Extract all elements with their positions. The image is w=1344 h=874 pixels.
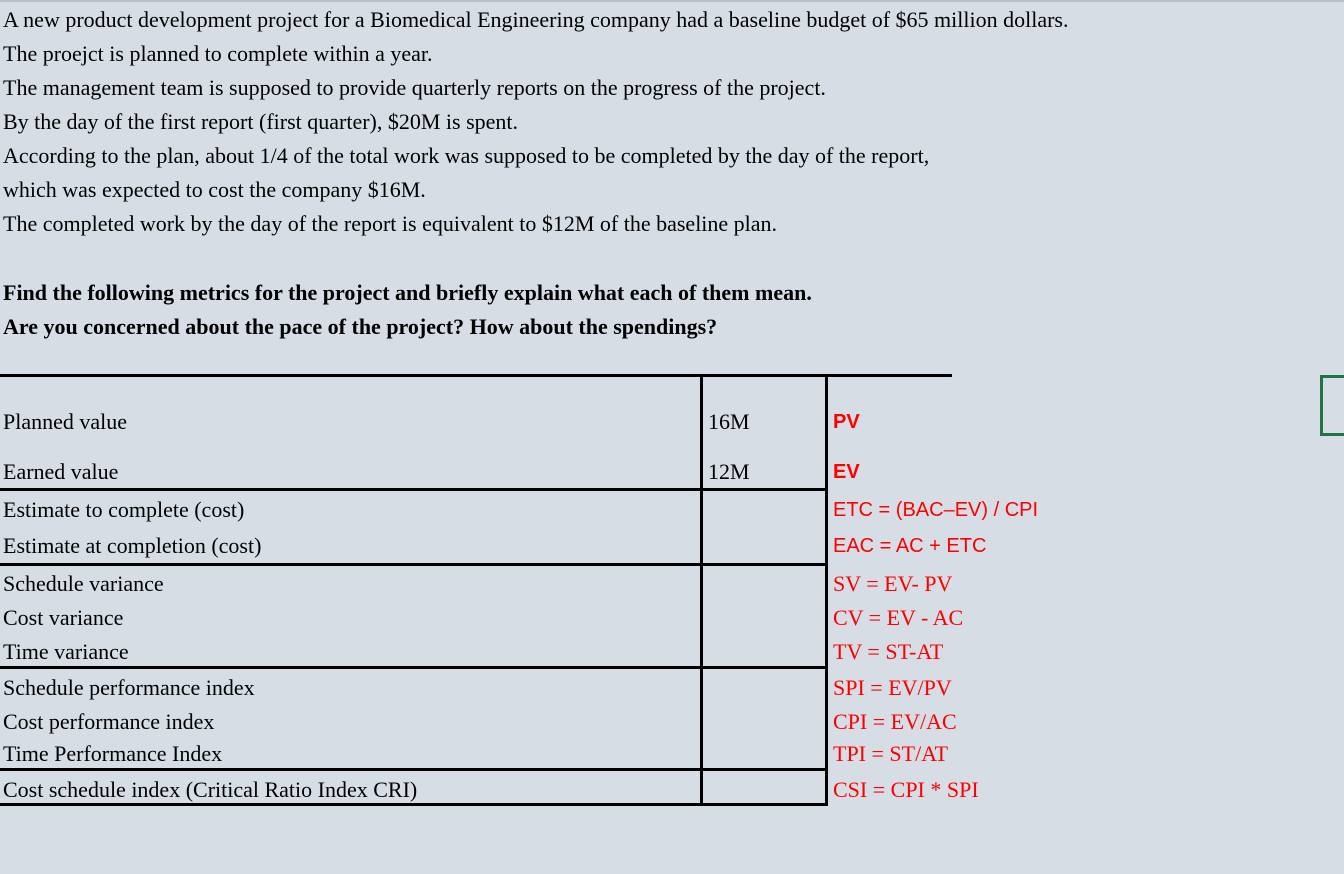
metric-label-planned-value: Planned value: [3, 409, 128, 434]
metric-label-cpi: Cost performance index: [3, 709, 215, 734]
formula-sv: SV = EV- PV: [833, 571, 953, 596]
metric-value-earned-value[interactable]: 12M: [708, 459, 750, 484]
metric-label-schedule-variance: Schedule variance: [3, 571, 164, 596]
formula-spi: SPI = EV/PV: [833, 675, 952, 700]
problem-line: The proejct is planned to complete within a year.: [3, 41, 433, 66]
problem-line: which was expected to cost the company $16M.: [3, 177, 426, 202]
formula-cv: CV = EV - AC: [833, 605, 964, 630]
formula-pv: PV: [833, 411, 860, 433]
metric-value-planned-value[interactable]: 16M: [708, 409, 750, 434]
metric-label-tpi: Time Performance Index: [3, 741, 223, 766]
formula-csi: CSI = CPI * SPI: [833, 777, 979, 802]
formula-tpi: TPI = ST/AT: [833, 741, 949, 766]
table-divider: [0, 563, 828, 566]
metric-label-csi: Cost schedule index (Critical Ratio Index CRI): [3, 777, 418, 802]
selected-cell[interactable]: [1320, 375, 1344, 436]
metric-label-eac: Estimate at completion (cost): [3, 533, 262, 558]
problem-line: According to the plan, about 1/4 of the total work was supposed to be completed by the day of the report,: [3, 143, 930, 168]
column-divider: [700, 374, 703, 806]
problem-line: The management team is supposed to provide quarterly reports on the progress of the project.: [3, 75, 826, 100]
top-divider: [0, 0, 1344, 2]
question-line: Are you concerned about the pace of the project? How about the spendings?: [3, 314, 718, 339]
problem-line: The completed work by the day of the report is equivalent to $12M of the baseline plan.: [3, 211, 778, 236]
metric-label-earned-value: Earned value: [3, 459, 119, 484]
problem-line: A new product development project for a Biomedical Engineering company had a baseline budget of $65 million dollars.: [3, 7, 1069, 32]
metric-label-etc: Estimate to complete (cost): [3, 497, 245, 522]
table-divider: [0, 768, 828, 771]
formula-cpi: CPI = EV/AC: [833, 709, 957, 734]
table-top-border: [0, 374, 952, 377]
metric-label-cost-variance: Cost variance: [3, 605, 124, 630]
formula-ev: EV: [833, 461, 860, 483]
formula-tv: TV = ST-AT: [833, 639, 944, 664]
formula-eac: EAC = AC + ETC: [833, 535, 987, 557]
question-line: Find the following metrics for the project and briefly explain what each of them mean.: [3, 280, 812, 305]
table-divider: [0, 666, 828, 669]
metric-label-spi: Schedule performance index: [3, 675, 255, 700]
metric-label-time-variance: Time variance: [3, 639, 129, 664]
problem-line: By the day of the first report (first quarter), $20M is spent.: [3, 109, 519, 134]
formula-etc: ETC = (BAC–EV) / CPI: [833, 499, 1039, 521]
table-divider: [0, 488, 828, 491]
table-bottom-border: [0, 803, 828, 806]
column-divider: [825, 374, 828, 806]
